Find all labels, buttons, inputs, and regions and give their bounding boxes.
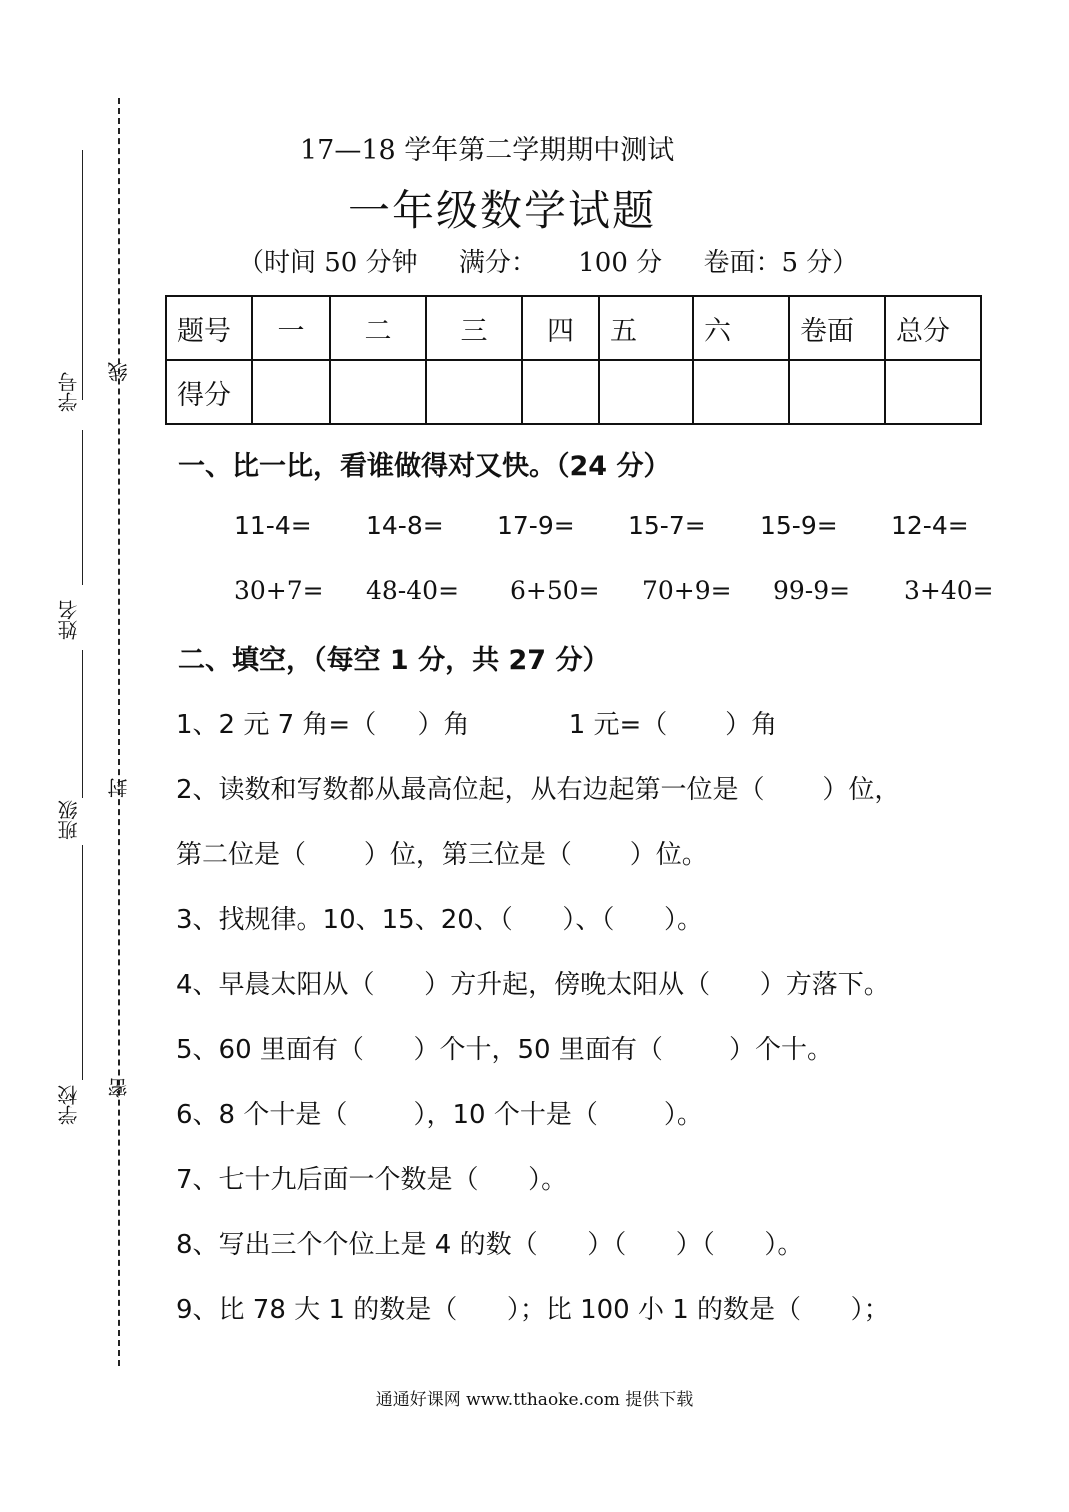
score-blank-cell[interactable] <box>693 360 789 424</box>
binding-dashed-line <box>118 98 120 1366</box>
calc-item: 99-9= <box>773 576 851 605</box>
question-3: 3、找规律。10、15、20、（ ）、（ ）。 <box>176 905 703 935</box>
score-blank-cell[interactable] <box>599 360 693 424</box>
score-header-cell: 题号 <box>166 296 252 360</box>
score-blank-cell[interactable] <box>789 360 885 424</box>
calc-item: 11-4= <box>234 511 312 540</box>
seal-char-seal: 封 <box>107 778 131 798</box>
exam-info: （时间 50 分钟 满分： 100 分 卷面：5 分） <box>238 248 859 278</box>
footer-source: 通通好课网 www.tthaoke.com 提供下载 <box>375 1390 694 1410</box>
score-header-cell: 六 <box>693 296 789 360</box>
school-label: 学校 <box>57 1085 81 1125</box>
score-header-cell: 五 <box>599 296 693 360</box>
seal-char-secret: 密 <box>107 1078 131 1098</box>
seal-char-line: 线 <box>107 362 131 382</box>
calc-item: 70+9= <box>642 576 732 605</box>
student-id-label: 学号 <box>57 372 81 412</box>
calc-item: 15-7= <box>628 511 706 540</box>
score-row-label: 得分 <box>166 360 252 424</box>
calc-item: 14-8= <box>366 511 444 540</box>
score-blank-cell[interactable] <box>252 360 330 424</box>
question-1: 1、2 元 7 角=（ ）角 1 元=（ ）角 <box>176 710 778 740</box>
calc-item: 15-9= <box>760 511 838 540</box>
score-blank-cell[interactable] <box>522 360 599 424</box>
question-7: 7、七十九后面一个数是（ ）。 <box>176 1165 568 1195</box>
score-header-cell: 总分 <box>885 296 981 360</box>
exam-title: 一年级数学试题 <box>348 186 657 235</box>
calc-item: 30+7= <box>234 576 324 605</box>
question-6: 6、8 个十是（ ），10 个十是（ ）。 <box>176 1100 703 1130</box>
score-header-cell: 卷面 <box>789 296 885 360</box>
calc-item: 48-40= <box>366 576 460 605</box>
student-id-line <box>82 150 83 400</box>
section1-heading: 一、比一比，看谁做得对又快。（24 分） <box>178 451 671 482</box>
section2-heading: 二、填空，（每空 1 分，共 27 分） <box>178 645 610 676</box>
score-header-cell: 三 <box>426 296 522 360</box>
question-9: 9、比 78 大 1 的数是（ ）；比 100 小 1 的数是（ ）； <box>176 1295 890 1325</box>
score-header-cell: 四 <box>522 296 599 360</box>
question-5: 5、60 里面有（ ）个十，50 里面有（ ）个十。 <box>176 1035 833 1065</box>
name-line <box>82 430 83 585</box>
score-blank-cell[interactable] <box>330 360 426 424</box>
calc-item: 6+50= <box>510 576 600 605</box>
score-table <box>165 295 982 425</box>
question-2: 2、读数和写数都从最高位起，从右边起第一位是（ ）位， <box>176 775 901 805</box>
calc-item: 17-9= <box>497 511 575 540</box>
score-header-cell: 二 <box>330 296 426 360</box>
name-label: 姓名 <box>57 600 81 640</box>
score-header-row <box>166 296 981 360</box>
score-blank-cell[interactable] <box>426 360 522 424</box>
exam-subtitle: 17—18 学年第二学期期中测试 <box>300 135 675 166</box>
class-line <box>82 650 83 798</box>
class-label: 班级 <box>57 800 81 840</box>
question-4: 4、早晨太阳从（ ）方升起，傍晚太阳从（ ）方落下。 <box>176 970 890 1000</box>
calc-item: 3+40= <box>904 576 994 605</box>
question-8: 8、写出三个个位上是 4 的数（ ）（ ）（ ）。 <box>176 1230 804 1260</box>
score-blank-cell[interactable] <box>885 360 981 424</box>
school-line <box>82 845 83 1080</box>
score-value-row <box>166 360 981 424</box>
question-2-cont: 第二位是（ ）位，第三位是（ ）位。 <box>176 840 708 870</box>
calc-item: 12-4= <box>891 511 969 540</box>
score-header-cell: 一 <box>252 296 330 360</box>
